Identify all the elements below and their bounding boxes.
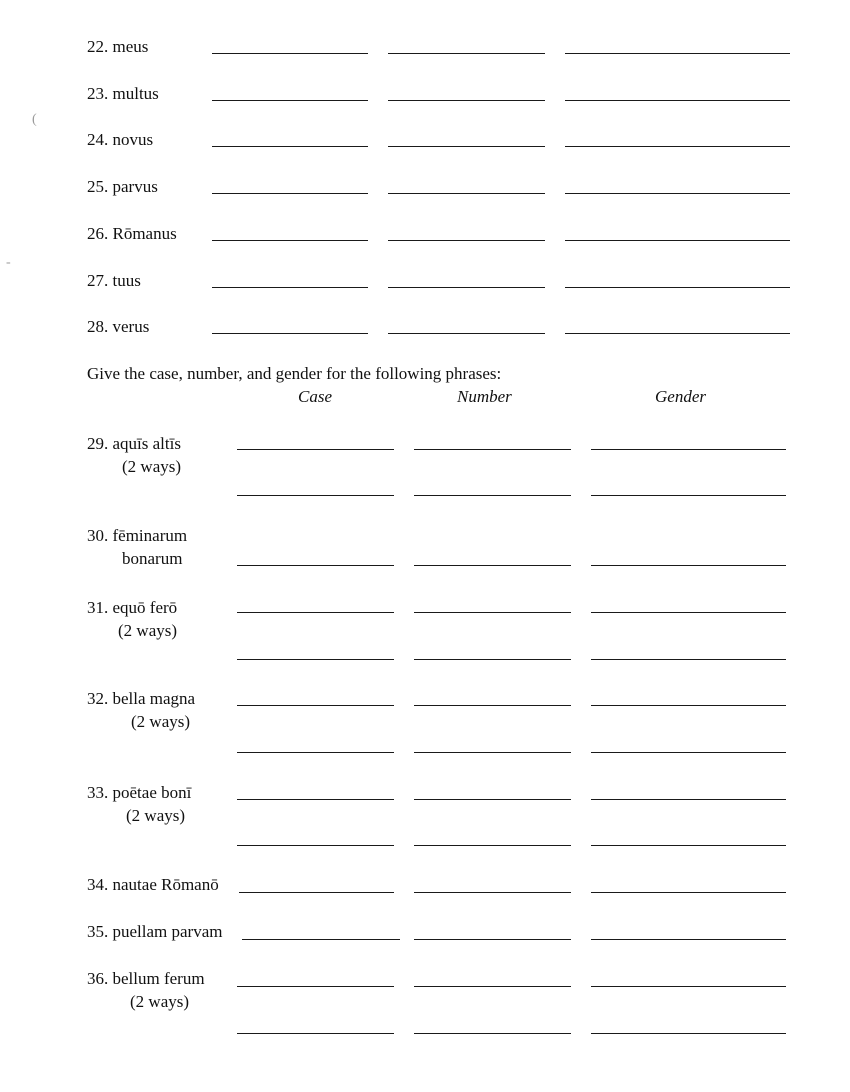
answer-blank[interactable] [565, 193, 790, 194]
gender-blank[interactable] [591, 1033, 786, 1034]
item-36-note: (2 ways) [130, 992, 190, 1011]
number-blank[interactable] [414, 612, 571, 613]
answer-blank[interactable] [388, 53, 545, 54]
item-33-label: 33. poētae bonī [87, 783, 192, 802]
answer-blank[interactable] [212, 146, 368, 147]
item-30-label: 30. fēminarum [87, 526, 188, 545]
answer-blank[interactable] [565, 240, 790, 241]
section-instructions: Give the case, number, and gender for the following phrases: [87, 364, 502, 383]
item-27-label: 27. tuus [87, 271, 141, 290]
answer-blank[interactable] [212, 240, 368, 241]
answer-blank[interactable] [565, 53, 790, 54]
answer-blank[interactable] [212, 193, 368, 194]
gender-blank[interactable] [591, 892, 786, 893]
case-blank[interactable] [237, 799, 394, 800]
item-23-label: 23. multus [87, 84, 159, 103]
column-header-number: Number [457, 387, 512, 406]
answer-blank[interactable] [388, 240, 545, 241]
number-blank[interactable] [414, 799, 571, 800]
answer-blank[interactable] [565, 146, 790, 147]
item-32-label: 32. bella magna [87, 689, 196, 708]
answer-blank[interactable] [212, 333, 368, 334]
item-25-label: 25. parvus [87, 177, 158, 196]
item-35-label: 35. puellam parvam [87, 922, 223, 941]
answer-blank[interactable] [565, 100, 790, 101]
gender-blank[interactable] [591, 752, 786, 753]
item-24-label: 24. novus [87, 130, 154, 149]
number-blank[interactable] [414, 495, 571, 496]
case-blank[interactable] [242, 939, 400, 940]
case-blank[interactable] [237, 1033, 394, 1034]
gender-blank[interactable] [591, 799, 786, 800]
case-blank[interactable] [237, 986, 394, 987]
column-header-gender: Gender [655, 387, 706, 406]
number-blank[interactable] [414, 449, 571, 450]
case-blank[interactable] [237, 705, 394, 706]
answer-blank[interactable] [388, 193, 545, 194]
gender-blank[interactable] [591, 705, 786, 706]
number-blank[interactable] [414, 565, 571, 566]
item-29-label: 29. aquīs altīs [87, 434, 181, 453]
number-blank[interactable] [414, 892, 571, 893]
item-31-note: (2 ways) [118, 621, 178, 640]
case-blank[interactable] [237, 659, 394, 660]
answer-blank[interactable] [565, 333, 790, 334]
number-blank[interactable] [414, 939, 571, 940]
case-blank[interactable] [237, 449, 394, 450]
item-30-label-cont: bonarum [122, 549, 183, 568]
scan-artifact: - [6, 255, 11, 270]
answer-blank[interactable] [212, 53, 368, 54]
item-33-note: (2 ways) [126, 806, 186, 825]
gender-blank[interactable] [591, 659, 786, 660]
answer-blank[interactable] [388, 287, 545, 288]
item-29-note: (2 ways) [122, 457, 182, 476]
case-blank[interactable] [239, 892, 394, 893]
case-blank[interactable] [237, 565, 394, 566]
answer-blank[interactable] [388, 100, 545, 101]
scan-artifact: ( [32, 112, 37, 127]
case-blank[interactable] [237, 752, 394, 753]
item-32-note: (2 ways) [131, 712, 191, 731]
case-blank[interactable] [237, 495, 394, 496]
number-blank[interactable] [414, 659, 571, 660]
item-36-label: 36. bellum ferum [87, 969, 205, 988]
item-26-label: 26. Rōmanus [87, 224, 177, 243]
number-blank[interactable] [414, 752, 571, 753]
answer-blank[interactable] [212, 100, 368, 101]
item-34-label: 34. nautae Rōmanō [87, 875, 219, 894]
answer-blank[interactable] [212, 287, 368, 288]
gender-blank[interactable] [591, 939, 786, 940]
item-31-label: 31. equō ferō [87, 598, 178, 617]
answer-blank[interactable] [388, 333, 545, 334]
gender-blank[interactable] [591, 449, 786, 450]
number-blank[interactable] [414, 705, 571, 706]
number-blank[interactable] [414, 986, 571, 987]
number-blank[interactable] [414, 1033, 571, 1034]
gender-blank[interactable] [591, 986, 786, 987]
gender-blank[interactable] [591, 845, 786, 846]
gender-blank[interactable] [591, 565, 786, 566]
gender-blank[interactable] [591, 612, 786, 613]
gender-blank[interactable] [591, 495, 786, 496]
case-blank[interactable] [237, 845, 394, 846]
column-header-case: Case [298, 387, 332, 406]
item-22-label: 22. meus [87, 37, 149, 56]
case-blank[interactable] [237, 612, 394, 613]
answer-blank[interactable] [565, 287, 790, 288]
item-28-label: 28. verus [87, 317, 150, 336]
number-blank[interactable] [414, 845, 571, 846]
answer-blank[interactable] [388, 146, 545, 147]
